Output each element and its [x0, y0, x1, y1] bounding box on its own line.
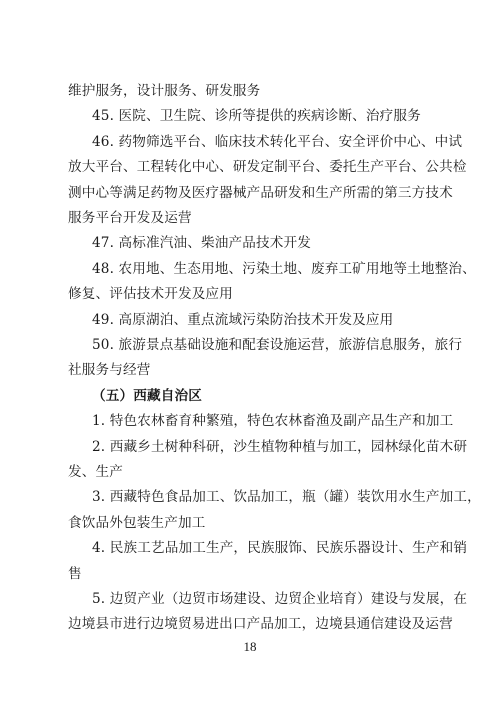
text-line: 服务平台开发及运营 [68, 210, 192, 226]
list-item: 4. 民族工艺品加工生产，民族服饰、民族乐器设计、生产和销 [92, 540, 468, 557]
list-item: 2. 西藏乡土树种科研，沙生植物种植与加工，园林绿化苗木研 [92, 438, 468, 455]
list-item: 3. 西藏特色食品加工、饮品加工，瓶（罐）装饮用水生产加工， [92, 489, 481, 506]
text-line: 食饮品外包装生产加工 [68, 514, 206, 531]
text-line: 社服务与经营 [68, 362, 151, 379]
text-line: 发、生产 [68, 464, 123, 480]
list-item: 46. 药物筛选平台、临床技术转化平台、安全评价中心、中试 [92, 133, 463, 150]
text-line: 测中心等满足药物及医疗器械产品研发和生产所需的第三方技术 [68, 184, 453, 201]
list-item: 1. 特色农林畜育种繁殖，特色农林畜渔及副产品生产和加工 [92, 413, 454, 430]
text-line: 维护服务，设计服务、研发服务 [68, 83, 261, 99]
section-heading: （五）西藏自治区 [92, 387, 202, 404]
list-item: 48. 农用地、生态用地、污染土地、废弃工矿用地等土地整治、 [92, 260, 476, 277]
list-item: 5. 边贸产业（边贸市场建设、边贸企业培育）建设与发展，在 [92, 591, 468, 607]
text-line: 售 [68, 565, 82, 582]
page-number: 18 [243, 639, 257, 654]
list-item: 47. 高标准汽油、柴油产品技术开发 [92, 235, 311, 252]
list-item: 45. 医院、卫生院、诊所等提供的疾病诊断、治疗服务 [92, 108, 421, 125]
text-line: 放大平台、工程转化中心、研发定制平台、委托生产平台、公共检 [68, 159, 467, 176]
text-line: 边境县市进行边境贸易进出口产品加工，边境县通信建设及运营 [68, 616, 453, 633]
text-line: 修复、评估技术开发及应用 [68, 286, 233, 303]
list-item: 49. 高原湖泊、重点流域污染防治技术开发及应用 [92, 311, 394, 328]
list-item: 50. 旅游景点基础设施和配套设施运营，旅游信息服务，旅行 [92, 337, 463, 353]
